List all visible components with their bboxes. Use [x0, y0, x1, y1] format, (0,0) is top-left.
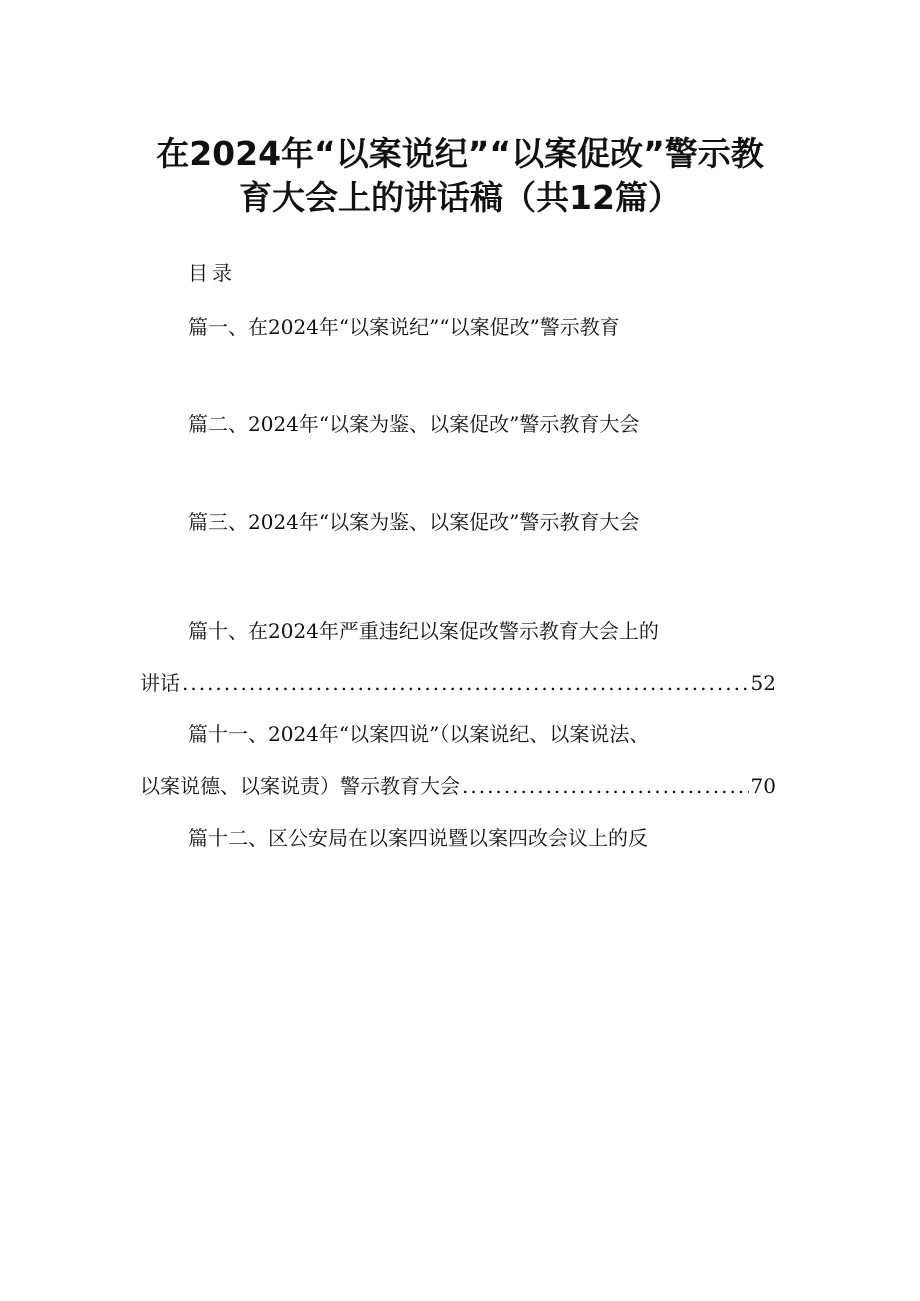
toc-entry-10-page-number: 52 — [750, 671, 776, 695]
toc-entry-11-page-number: 70 — [750, 774, 776, 798]
toc-entry-10-continuation — [140, 669, 776, 697]
toc-entry-11-continuation-text: 以案说德、以案说责）警示教育大会 — [140, 774, 460, 798]
toc-entry-3: 篇三、2024年“以案为鉴、以案促改”警示教育大会 — [188, 510, 640, 534]
toc-leader-dots — [182, 669, 749, 697]
toc-heading: 目录 — [188, 261, 236, 285]
toc-entry-1: 篇一、在2024年“以案说纪”“以案促改”警示教育 — [188, 315, 620, 339]
toc-entry-10: 篇十、在2024年严重违纪以案促改警示教育大会上的 — [188, 619, 659, 643]
toc-entry-11-continuation — [140, 772, 776, 800]
document-title-line-2: 育大会上的讲话稿（共12篇） — [239, 178, 681, 217]
toc-entry-12: 篇十二、区公安局在以案四说暨以案四改会议上的反 — [188, 826, 648, 850]
toc-entry-2: 篇二、2024年“以案为鉴、以案促改”警示教育大会 — [188, 412, 640, 436]
toc-leader-dots — [462, 772, 749, 800]
toc-entry-11: 篇十一、2024年“以案四说”（以案说纪、以案说法、 — [188, 722, 650, 746]
toc-entry-10-continuation-text: 讲话 — [140, 671, 180, 695]
document-title-line-1: 在2024年“以案说纪”“以案促改”警示教 — [156, 134, 764, 173]
